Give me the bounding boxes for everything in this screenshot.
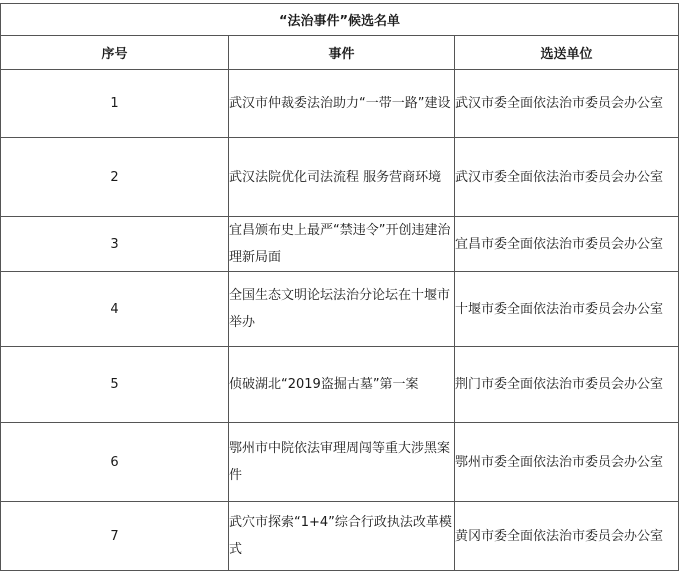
table-title: “法治事件”候选名单: [1, 4, 679, 36]
table-row: [1, 70, 679, 138]
row-event: 全国生态文明论坛法治分论坛在十堰市举办: [229, 272, 455, 347]
table-row: [1, 502, 679, 571]
row-unit: 武汉市委全面依法治市委员会办公室: [455, 70, 679, 138]
row-unit: 十堰市委全面依法治市委员会办公室: [455, 272, 679, 347]
row-index: 2: [1, 138, 229, 217]
row-unit: 荆门市委全面依法治市委员会办公室: [455, 347, 679, 423]
table-row: [1, 272, 679, 347]
table-row: [1, 217, 679, 272]
table-row: [1, 347, 679, 423]
row-index: 4: [1, 272, 229, 347]
row-index: 3: [1, 217, 229, 272]
row-event: 鄂州市中院依法审理周闯等重大涉黑案件: [229, 423, 455, 502]
row-unit: 黄冈市委全面依法治市委员会办公室: [455, 502, 679, 571]
row-event: 侦破湖北“2019盗掘古墓”第一案: [229, 347, 455, 423]
row-event: 宜昌颁布史上最严“禁违令”开创违建治理新局面: [229, 217, 455, 272]
row-unit: 鄂州市委全面依法治市委员会办公室: [455, 423, 679, 502]
row-event: 武汉市仲裁委法治助力“一带一路”建设: [229, 70, 455, 138]
row-event: 武汉法院优化司法流程 服务营商环境: [229, 138, 455, 217]
row-event: 武穴市探索“1+4”综合行政执法改革模式: [229, 502, 455, 571]
header-index: 序号: [1, 36, 229, 70]
header-unit: 选送单位: [455, 36, 679, 70]
row-index: 5: [1, 347, 229, 423]
header-event: 事件: [229, 36, 455, 70]
table-row: [1, 423, 679, 502]
row-index: 1: [1, 70, 229, 138]
row-index: 7: [1, 502, 229, 571]
row-unit: 宜昌市委全面依法治市委员会办公室: [455, 217, 679, 272]
row-unit: 武汉市委全面依法治市委员会办公室: [455, 138, 679, 217]
row-index: 6: [1, 423, 229, 502]
table-row: [1, 138, 679, 217]
candidate-table: [0, 3, 679, 571]
